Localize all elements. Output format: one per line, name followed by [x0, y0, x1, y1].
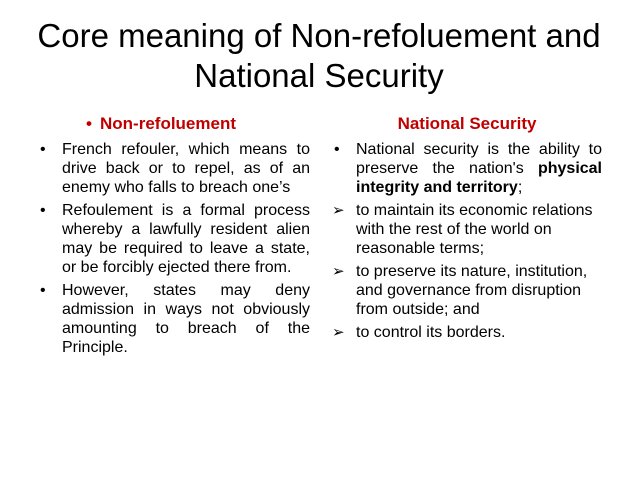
bullet-icon: • [40, 282, 46, 299]
list-item [38, 281, 310, 357]
title-line-1: Core meaning of Non-refoluement and [37, 17, 601, 54]
right-column [332, 114, 602, 346]
bullet-icon: • [334, 141, 340, 158]
bullet-icon: • [86, 114, 92, 133]
arrowhead-icon: ➢ [332, 324, 345, 341]
list-item-text [356, 140, 602, 197]
list-item [38, 140, 310, 197]
left-column [38, 114, 310, 361]
bullet-icon: • [40, 202, 46, 219]
text-before-bold: National security is the ability to preserve the nation's [356, 141, 602, 177]
list-item-text: Refoulement is a formal process whereby a lawfully resident alien may be required to leave a state, or be forcibly ejected there from. [62, 202, 310, 276]
bullet-icon: • [40, 141, 46, 158]
list-item [332, 201, 602, 258]
list-item [38, 201, 310, 277]
list-item-text: French refouler, which means to drive back or to repel, as of an enemy who falls to breach one’s [62, 141, 310, 196]
arrowhead-icon: ➢ [332, 263, 345, 280]
list-item [332, 323, 602, 342]
list-item [332, 140, 602, 197]
arrowhead-icon: ➢ [332, 202, 345, 219]
list-item [332, 262, 602, 319]
left-heading [38, 114, 310, 134]
text-after-bold: ; [517, 179, 523, 196]
title-line-2: National Security [194, 57, 444, 94]
slide-title [20, 16, 618, 96]
bold-text: physical integrity and territory [356, 160, 602, 196]
list-item-text: to preserve its nature, institution, and governance from disruption from outside; and [356, 263, 588, 318]
list-item-text: to control its borders. [356, 324, 506, 341]
list-item-text: to maintain its economic relations with the rest of the world on reasonable terms; [356, 202, 593, 257]
list-item-text: However, states may deny admission in ways not obviously amounting to breach of the Principle. [62, 282, 310, 356]
right-heading: National Security [397, 114, 537, 133]
left-heading-text: Non-refoluement [100, 114, 236, 133]
